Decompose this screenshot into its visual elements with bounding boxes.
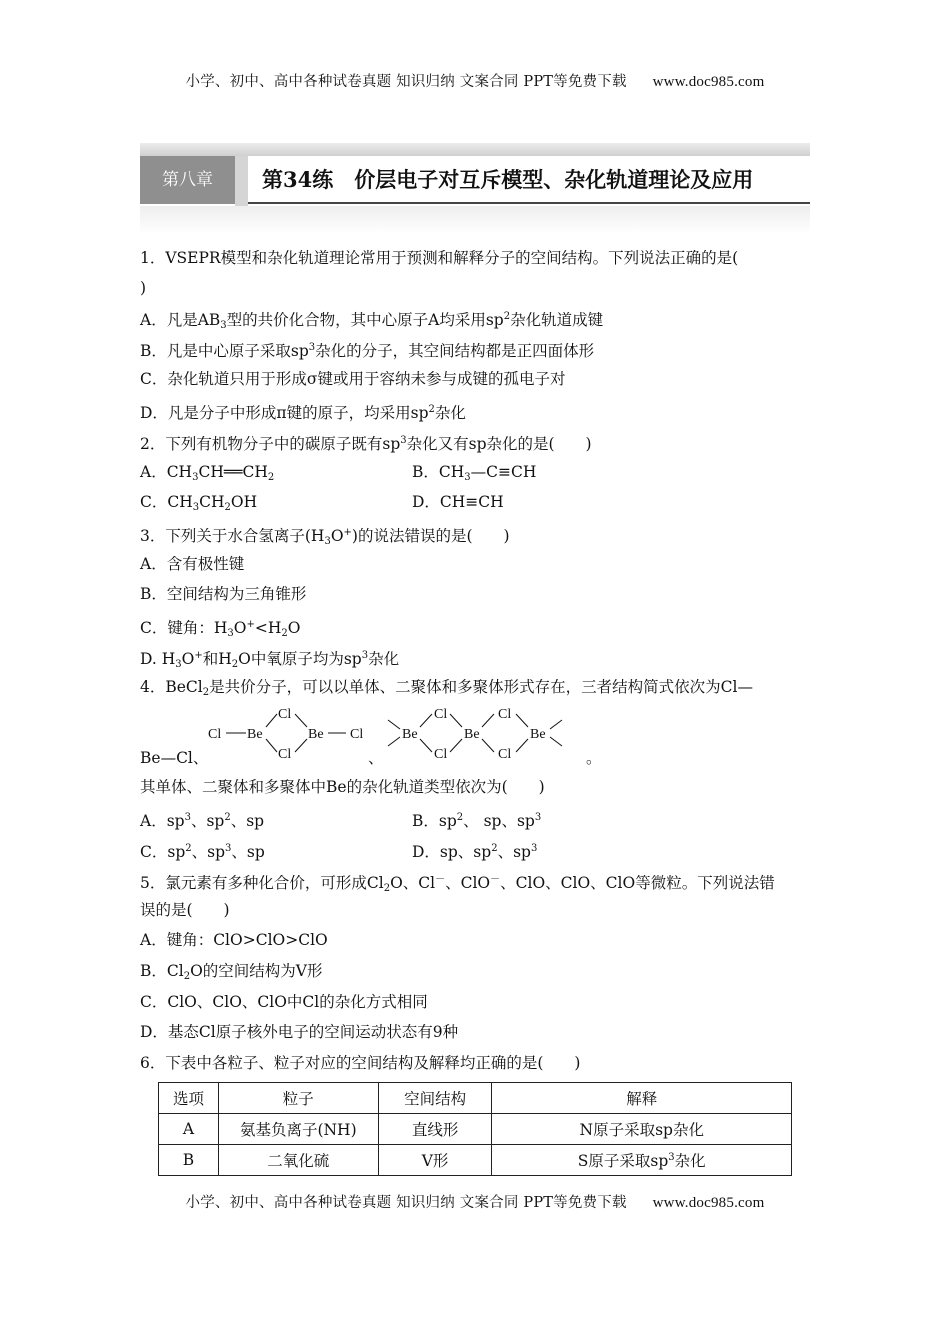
q3-option-a[interactable]: A．含有极性键 <box>140 555 245 573</box>
q1-stem-end: ) <box>140 279 147 297</box>
q4-option-b[interactable]: B．$sp^2$、 sp、$sp^3$ <box>412 812 542 830</box>
page-header <box>0 70 950 91</box>
table-cell-option: B <box>159 1145 219 1176</box>
q5-option-d[interactable]: D．基态Cl原子核外电子的空间运动状态有9种 <box>140 1023 459 1041</box>
dimer-atom-cl-left: Cl <box>208 727 222 742</box>
header-text: 小学、初中、高中各种试卷真题 知识归纳 文案合同 PPT等免费下载 <box>185 74 627 90</box>
q5-stem: 5．氯元素有多种化合价，可形成$Cl_2O$、Cl－、ClO－、ClO、ClO、ClO等微粒。下列说法错 <box>140 874 775 894</box>
q6-stem: 6．下表中各粒子、粒子对应的空间结构及解释均正确的是( ) <box>140 1054 581 1072</box>
q1-option-b[interactable]: B．凡是中心原子采取$sp^3$杂化的分子，其空间结构都是正四面体形 <box>140 342 595 360</box>
q4-question: 其单体、二聚体和多聚体中Be的杂化轨道类型依次为( ) <box>140 778 545 796</box>
table-cell-particle: 二氧化硫 <box>218 1145 378 1176</box>
poly-atom-cl-top-1: Cl <box>434 707 448 722</box>
poly-atom-be-2: Be <box>464 727 480 742</box>
page-title: 第34练 价层电子对互斥模型、杂化轨道理论及应用 <box>248 156 810 204</box>
q3-option-b[interactable]: B．空间结构为三角锥形 <box>140 585 307 603</box>
becl2-polymer-structure <box>382 700 582 770</box>
q1-option-c[interactable]: C．杂化轨道只用于形成σ键或用于容纳未参与成键的孤电子对 <box>140 370 566 388</box>
chapter-label: 第八章 <box>140 156 235 204</box>
q5-option-a[interactable]: A．键角：ClO>ClO>ClO <box>140 931 328 949</box>
banner-band <box>140 143 810 156</box>
table-header-cell: 解释 <box>492 1083 792 1114</box>
q6-table <box>158 1082 792 1176</box>
table-cell-shape: V形 <box>378 1145 492 1176</box>
banner-fade <box>140 206 810 234</box>
page-footer <box>0 1191 950 1212</box>
q3-option-c[interactable]: C．键角：$H_3O^+<H_2O$ <box>140 619 301 639</box>
table-row <box>159 1145 792 1176</box>
footer-text: 小学、初中、高中各种试卷真题 知识归纳 文案合同 PPT等免费下载 <box>185 1195 627 1211</box>
table-row <box>159 1114 792 1145</box>
q1-option-d[interactable]: D．凡是分子中形成π键的原子，均采用$sp^2$杂化 <box>140 404 466 422</box>
poly-atom-cl-bottom-2: Cl <box>498 747 512 762</box>
dimer-atom-cl-right: Cl <box>350 727 364 742</box>
q4-stem: 4．BeCl$_2$是共价分子，可以以单体、二聚体和多聚体形式存在，三者结构简式依次为Cl— <box>140 678 753 698</box>
chapter-banner <box>140 143 810 235</box>
q1-stem: 1．VSEPR模型和杂化轨道理论常用于预测和解释分子的空间结构。下列说法正确的是( <box>140 249 739 267</box>
table-cell-option: A <box>159 1114 219 1145</box>
q4-separator: 、 <box>368 749 384 767</box>
q4-option-a[interactable]: A．$sp^3$、$sp^2$、sp <box>140 812 265 830</box>
table-header-cell: 选项 <box>159 1083 219 1114</box>
becl2-dimer-structure <box>200 700 380 770</box>
poly-atom-cl-bottom-1: Cl <box>434 747 448 762</box>
q3-stem: 3．下列关于水合氢离子$(H_3O^+)$的说法错误的是( ) <box>140 527 510 547</box>
q4-line2-start: Be—Cl、 <box>140 749 209 767</box>
table-header-cell: 粒子 <box>218 1083 378 1114</box>
q2-option-d[interactable]: D．CH≡CH <box>412 493 504 511</box>
q2-option-c[interactable]: C．$CH_3CH_2OH$ <box>140 493 258 513</box>
q5-option-c[interactable]: C．ClO、ClO、ClO中Cl的杂化方式相同 <box>140 993 428 1011</box>
q4-option-d[interactable]: D．sp、$sp^2$、$sp^3$ <box>412 843 538 861</box>
q5-stem-line2: 误的是( ) <box>140 901 230 919</box>
q5-option-b[interactable]: B．$Cl_2O$的空间结构为V形 <box>140 962 323 982</box>
q3-option-d[interactable]: D. $H_3O^+$和$H_2O$中氧原子均为$sp^3$杂化 <box>140 650 400 670</box>
poly-atom-be-1: Be <box>402 727 418 742</box>
banner-divider <box>235 156 248 206</box>
q2-stem: 2．下列有机物分子中的碳原子既有$sp^3$杂化又有sp杂化的是( ) <box>140 435 592 453</box>
table-cell-shape: 直线形 <box>378 1114 492 1145</box>
dimer-atom-cl-top: Cl <box>278 707 292 722</box>
table-header-row <box>159 1083 792 1114</box>
q4-option-c[interactable]: C．$sp^2$、$sp^3$、sp <box>140 843 265 861</box>
q2-option-a[interactable]: A．$CH_3CH══CH_2$ <box>140 463 275 483</box>
table-header-cell: 空间结构 <box>378 1083 492 1114</box>
poly-atom-be-3: Be <box>530 727 546 742</box>
q2-option-b[interactable]: B．$CH_3—C\equiv CH$ <box>412 463 537 483</box>
dimer-atom-be-right: Be <box>308 727 324 742</box>
q1-option-a[interactable]: A．凡是$AB_3$型的共价化合物，其中心原子A均采用$sp^2$杂化轨道成键 <box>140 311 604 331</box>
dimer-atom-cl-bottom: Cl <box>278 747 292 762</box>
dimer-atom-be-left: Be <box>247 727 263 742</box>
table-cell-particle: 氨基负离子(NH) <box>218 1114 378 1145</box>
poly-atom-cl-top-2: Cl <box>498 707 512 722</box>
footer-url[interactable]: www.doc985.com <box>652 1195 765 1211</box>
table-cell-explanation: S原子采取$sp^3$杂化 <box>492 1145 792 1176</box>
table-cell-explanation: N原子采取sp杂化 <box>492 1114 792 1145</box>
q4-end: 。 <box>586 749 602 767</box>
header-url[interactable]: www.doc985.com <box>652 74 765 90</box>
